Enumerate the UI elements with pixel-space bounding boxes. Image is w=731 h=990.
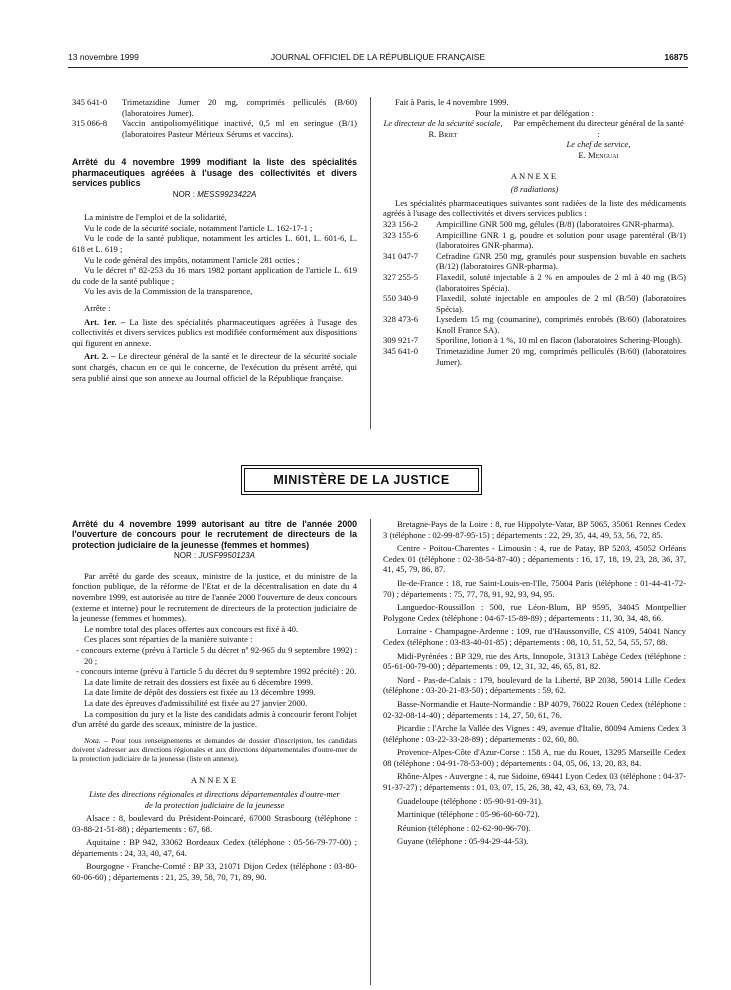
list-item: Guadeloupe (téléphone : 05-90-91-09-31). <box>397 795 544 806</box>
paragraph: Par arrêté du garde des sceaux, ministre de la justice, et du ministre de la fonction publique, de la réforme de l'Etat et de la décentralisation en date du 4 novembre 1999, est autorisée au titre de l'année 2000 l'ouverture de deux concours (externe et interne) pour le recrutement de directeurs de la protection judiciaire de la jeunesse (femmes et hommes). <box>72 570 357 624</box>
signatures <box>383 118 686 160</box>
delegation-line: Pour la ministre et par délégation : <box>475 107 594 118</box>
entry-code: 328 473-6 <box>383 314 419 325</box>
signature-right-name: E. Menguai <box>578 149 619 160</box>
paragraph: La date limite de dépôt des dossiers est fixée au 13 décembre 1999. <box>84 687 316 698</box>
entry-code: 309 921-7 <box>383 335 419 346</box>
entry-text: Flaxedil, soluté injectable en ampoules de 2 ml (B/50) (laboratoires Spécia). <box>436 293 686 314</box>
list-item: Aquitaine : BP 942, 33062 Bordeaux Cedex (téléphone : 05-56-79-77-00) ; départements : 24, 33, 40, 47, 64. <box>72 837 357 858</box>
signature-left-name: R. Briet <box>428 128 458 139</box>
ministry-banner: MINISTÈRE DE LA JUSTICE <box>244 468 479 492</box>
entry-text: Ampicilline GNR 500 mg, gélules (B/8) (laboratoires GNR-pharma). <box>436 218 674 229</box>
visa-line: Vu le décret nº 82-253 du 16 mars 1982 portant application de l'article L. 619 du code de la santé publique ; <box>72 265 357 286</box>
decree-title: Arrêté du 4 novembre 1999 autorisant au titre de l'année 2000 l'ouverture de concours pour le recrutement de directeurs de la protection judiciaire de la jeunesse (femmes et hommes) <box>72 519 357 550</box>
list-item: Guyane (téléphone : 05-94-29-44-53). <box>397 836 529 847</box>
list-item <box>383 335 686 346</box>
list-item: Martinique (téléphone : 05-96-60-60-72). <box>397 809 540 820</box>
list-item: Rhône-Alpes - Auvergne : 4, rue Sidoine, 69441 Lyon Cedex 03 (téléphone : 04-37-91-37-27) ; départements : 01, 03, 07, 15, 26, 38, 42, 43, 63, 69, 73, 74. <box>383 771 686 793</box>
column-divider <box>370 519 371 985</box>
entry-code: 327 255-5 <box>383 271 419 282</box>
nota-text: – Pour tous renseignements et demandes de dossier d'inscription, les candidats doivent s'adresser aux directions régionales et aux directions départementales d'outre-mer de la protection judiciaire de la jeunesse (liste en annexe). <box>72 735 357 764</box>
article-2-label: Art. 2. – <box>84 351 116 362</box>
page-header <box>68 52 688 66</box>
list-item <box>72 97 357 118</box>
nor-label: NOR : <box>174 551 199 561</box>
nor-code: MESS9923422A <box>197 189 257 199</box>
entry-text: Ampicilline GNR 1 g, poudre et solution pour usage parentéral (B/1) (laboratoires GNR-pharma). <box>436 229 686 251</box>
paragraph: La date des épreuves d'admissibilité est fixée au 27 janvier 2000. <box>84 697 308 708</box>
arrete-label: Arrête : <box>84 302 111 313</box>
entry-text: Sporiline, lotion à 1 %, 10 ml en flacon (laboratoires Schering-Plough). <box>436 335 683 346</box>
entry-code: 345 641-0 <box>72 97 108 107</box>
header-date: 13 novembre 1999 <box>68 52 139 62</box>
list-item: Nord - Pas-de-Calais : 179, boulevard de la Liberté, BP 2038, 59014 Lille Cedex (téléphone : 03-20-21-83-50) ; départements : 59, 62. <box>383 674 686 696</box>
annex-subtitle: Liste des directions régionales et directions départementales d'outre-mer de la protection judiciaire de la jeunesse <box>89 788 340 810</box>
paragraph: Ces places sont réparties de la manière suivante : <box>84 634 253 645</box>
article-2-text: Le directeur général de la santé et le directeur de la sécurité sociale sont chargés, chacun en ce qui le concerne, de l'exécution du présent arrêté, qui sera publié ainsi que son annexe au Journal officiel de la République française. <box>72 351 357 383</box>
list-item <box>383 293 686 314</box>
list-item <box>383 314 686 335</box>
list-item: Bourgogne - Franche-Comté : BP 33, 21071 Dijon Cedex (téléphone : 03-80-60-06-60) ; départements : 21, 25, 39, 58, 70, 71, 89, 90. <box>72 861 357 883</box>
list-item: Lorraine - Champagne-Ardenne : 109, rue d'Haussonville, CS 4109, 54041 Nancy Cedex (téléphone : 03-83-40-01-85) ; départements : 08, 10, 51, 52, 54, 55, 57, 88. <box>383 626 686 647</box>
column-bottom-left <box>72 519 357 883</box>
entry-code: 323 155-6 <box>383 229 419 240</box>
list-item: Picardie : l'Arche la Vallée des Vignes : 49, avenue d'Italie, 80094 Amiens Cedex 3 (téléphone : 03-22-33-28-89) ; départements : 02, 60, 80. <box>383 723 686 744</box>
entry-code: 550 340-9 <box>383 293 419 304</box>
list-item: Languedoc-Roussillon : 500, rue Léon-Blum, BP 9595, 34045 Montpellier Polygone Cedex (téléphone : 04-67-15-89-89) ; départements : 11, 30, 34, 48, 66. <box>383 602 686 623</box>
decree-title: Arrêté du 4 novembre 1999 modifiant la liste des spécialités pharmaceutiques agréées à l'usage des collectivités et divers services publics <box>72 157 357 189</box>
intro-text: La ministre de l'emploi et de la solidarité, <box>84 212 227 223</box>
entry-text: Vaccin antipoliomyélitique inactivé, 0,5 ml en seringue (B/1) (laboratoires Pasteur Mérieux Sérums et vaccins). <box>122 118 357 139</box>
visa-line: Vu le code de la sécurité sociale, notamment l'article L. 162-17-1 ; <box>84 222 313 233</box>
signature-right-title: Par empêchement du directeur général de la santé : <box>513 118 684 139</box>
bullet-item: - concours interne (prévu à l'article 5 du décret du 9 septembre 1992 précité) : 20. <box>76 666 357 677</box>
article-1-label: Art. 1er. – <box>84 316 126 327</box>
list-item <box>383 346 686 367</box>
bullet-item: - concours externe (prévu à l'article 5 du décret nº 92-965 du 9 septembre 1992) : 20 ; <box>76 644 357 666</box>
list-item: Basse-Normandie et Haute-Normandie : BP 4079, 76022 Rouen Cedex (téléphone : 02-32-08-14-40) ; départements : 14, 27, 50, 61, 76. <box>383 698 686 720</box>
visa-line: Vu le code général des impôts, notamment l'article 281 octies ; <box>84 254 300 265</box>
annex-title: ANNEXE <box>510 170 559 181</box>
list-item: Bretagne-Pays de la Loire : 8, rue Hippolyte-Vatar, BP 5065, 35061 Rennes Cedex 3 (téléphone : 02-99-87-95-15) ; départements : 22, 29, 35, 44, 49, 53, 56, 72, 85. <box>383 519 686 540</box>
list-item <box>383 272 686 293</box>
article-1 <box>72 317 357 349</box>
annex-title: ANNEXE <box>190 775 239 786</box>
paragraph: La date limite de retrait des dossiers est fixée au 6 décembre 1999. <box>84 676 313 687</box>
entry-text: Cefradine GNR 250 mg, granulés pour suspension buvable en sachets (B/12) (laboratoires GNR-pharma). <box>436 250 686 272</box>
done-at: Fait à Paris, le 4 novembre 1999. <box>395 97 509 107</box>
header-journal-title: JOURNAL OFFICIEL DE LA RÉPUBLIQUE FRANÇAISE <box>270 52 486 62</box>
column-bottom-right <box>383 519 686 847</box>
region-list <box>72 813 357 883</box>
column-top-right <box>383 97 686 367</box>
nor-reference <box>72 190 357 201</box>
annex-subtitle: (8 radiations) <box>510 184 559 195</box>
nota <box>72 736 357 764</box>
list-item <box>383 251 686 272</box>
list-item: Ile-de-France : 18, rue Saint-Louis-en-l'Ile, 75004 Paris (téléphone : 01-44-41-72-70) ; départements : 75, 77, 78, 91, 92, 93, 94, 95. <box>383 577 686 599</box>
entry-text: Lysedem 15 mg (coumarine), comprimés enrobés (B/60) (laboratoires Knoll France SA). <box>436 314 686 335</box>
visa-line: Vu les avis de la Commission de la transparence, <box>84 286 253 297</box>
list-item <box>383 219 686 230</box>
annex-intro: Les spécialités pharmaceutiques suivantes sont radiées de la liste des médicaments agréés à l'usage des collectivités et divers services publics : <box>383 197 686 219</box>
paragraph: Le nombre total des places offertes aux concours est fixé à 40. <box>84 623 299 634</box>
entry-code: 323 156-2 <box>383 218 419 229</box>
signature-left-title: Le directeur de la sécurité sociale, <box>383 118 503 129</box>
entry-code: 341 047-7 <box>383 250 419 261</box>
header-rule <box>68 67 688 68</box>
nor-label: NOR : <box>172 189 198 199</box>
column-top-left <box>72 97 357 383</box>
entry-text: Trimetazidine Jumer 20 mg, comprimés pelliculés (B/60) (laboratoires Jumer). <box>436 346 686 367</box>
entry-text: Flaxedil, soluté injectable à 2 % en ampoules de 2 ml à 40 mg (B/5) (laboratoires Spécia). <box>436 271 686 293</box>
list-item: Alsace : 8, boulevard du Président-Poincaré, 67000 Strasbourg (téléphone : 03-88-21-51-88) ; départements : 67, 68. <box>72 813 357 834</box>
article-2 <box>72 351 357 383</box>
visa-line: Vu le code de la santé publique, notamment les articles L. 601, L. 601-6, L. 618 et L. 619 ; <box>72 233 357 254</box>
list-item <box>383 230 686 251</box>
list-item: Centre - Poitou-Charentes - Limousin : 4, rue de Patay, BP 5203, 45052 Orléans Cedex 01 (téléphone : 02-38-54-87-40) ; départements : 16, 17, 18, 19, 23, 28, 36, 37, 41, 45, 79, 86, 87. <box>383 543 686 575</box>
paragraph: La composition du jury et la liste des candidats admis à concourir feront l'objet d'un arrêté du garde des sceaux, ministre de la justice. <box>72 708 357 730</box>
header-page-number: 16875 <box>664 52 688 62</box>
nor-reference <box>72 551 357 562</box>
list-item: Provence-Alpes-Côte d'Azur-Corse : 158 A, rue du Rouet, 13295 Marseille Cedex 08 (téléphone : 04-91-78-53-00) ; départements : 04, 05, 06, 13, 20, 83, 84. <box>383 747 686 768</box>
list-item: Midi-Pyrénées : BP 329, rue des Arts, Innopole, 31313 Labège Cedex (téléphone : 05-61-00-79-00) ; départements : 09, 12, 31, 32, 46, 65, 81, 82. <box>383 650 686 672</box>
entry-code: 345 641-0 <box>383 346 419 357</box>
list-item: Réunion (téléphone : 02-62-90-96-70). <box>397 822 531 833</box>
signature-left <box>383 118 503 160</box>
signature-right <box>511 118 686 160</box>
entry-text: Trimetazidine Jumer 20 mg, comprimés pelliculés (B/60) (laboratoires Jumer). <box>122 97 357 118</box>
list-item <box>72 118 357 139</box>
article-1-text: La liste des spécialités pharmaceutiques agréées à l'usage des collectivités et divers services publics est modifiée conformément aux dispositions qui figurent en annexe. <box>72 316 357 348</box>
column-divider <box>370 97 371 429</box>
signature-right-role: Le chef de service, <box>566 139 631 150</box>
entry-code: 315 066-8 <box>72 118 108 129</box>
nota-label: Nota. <box>84 735 101 745</box>
nor-code: JUSF9950123A <box>198 551 255 561</box>
